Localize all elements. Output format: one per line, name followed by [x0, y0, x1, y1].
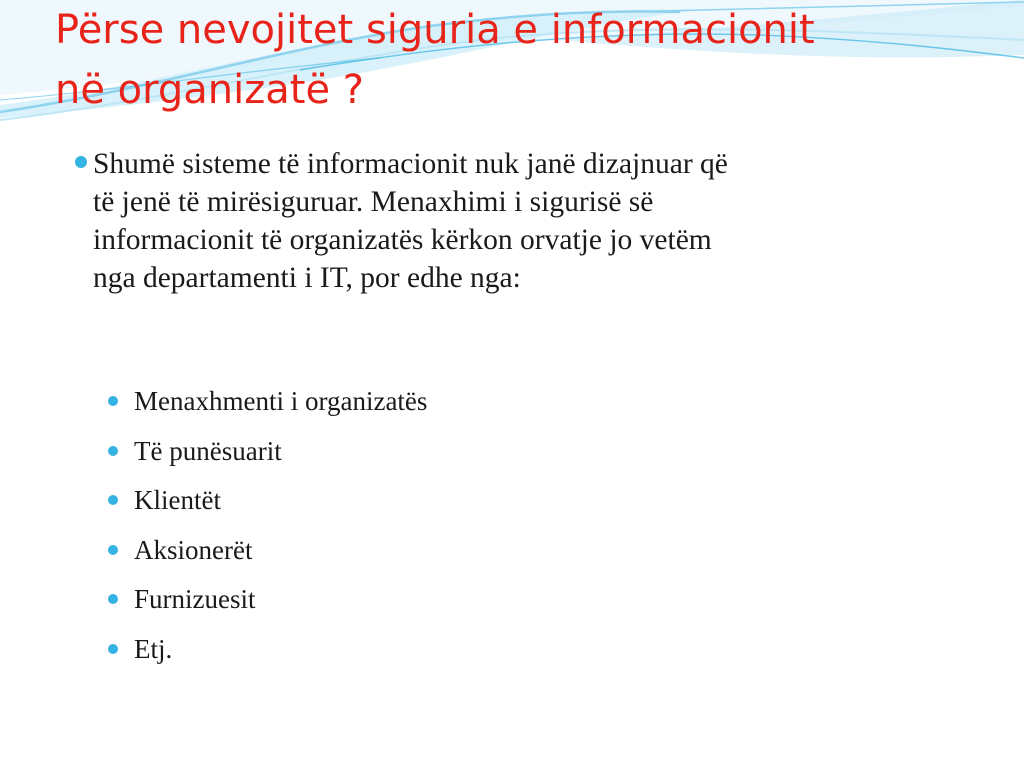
sub-bullet-text: Furnizuesit	[134, 584, 256, 615]
sub-bullet-item	[106, 532, 427, 582]
bullet-icon	[108, 644, 118, 654]
bullet-icon	[75, 156, 87, 168]
sub-bullet-text: Aksionerët	[134, 534, 253, 565]
sub-bullet-text: Të punësuarit	[134, 435, 282, 466]
main-bullet-line: të jenë të mirësiguruar. Menaxhimi i sigurisë së	[93, 186, 654, 218]
sub-bullet-item	[106, 631, 427, 681]
bullet-icon	[108, 446, 118, 456]
slide-title	[55, 0, 975, 120]
sub-bullet-item	[106, 433, 427, 483]
sub-bullet-text: Menaxhmenti i organizatës	[134, 386, 428, 416]
main-bullet-line: informacionit të organizatës kërkon orvatje jo vetëm	[93, 224, 712, 256]
slide-title-line: në organizatë ?	[55, 67, 365, 113]
sub-bullet-text: Etj.	[134, 633, 173, 664]
main-bullet	[73, 145, 973, 297]
sub-bullet-list	[106, 383, 427, 681]
bullet-icon	[108, 594, 118, 604]
sub-bullet-text: Klientët	[134, 485, 221, 516]
main-bullet-line: nga departamenti i IT, por edhe nga:	[93, 262, 521, 294]
main-bullet-text	[93, 145, 973, 297]
bullet-icon	[108, 396, 118, 406]
bullet-icon	[108, 495, 118, 505]
slide-title-line: Përse nevojitet siguria e informacionit	[55, 7, 815, 53]
sub-bullet-item	[106, 581, 427, 631]
sub-bullet-item	[106, 482, 427, 532]
main-bullet-line: Shumë sisteme të informacionit nuk janë dizajnuar që	[93, 148, 728, 180]
sub-bullet-item	[106, 383, 427, 433]
slide-body	[73, 145, 973, 664]
bullet-icon	[108, 545, 118, 555]
